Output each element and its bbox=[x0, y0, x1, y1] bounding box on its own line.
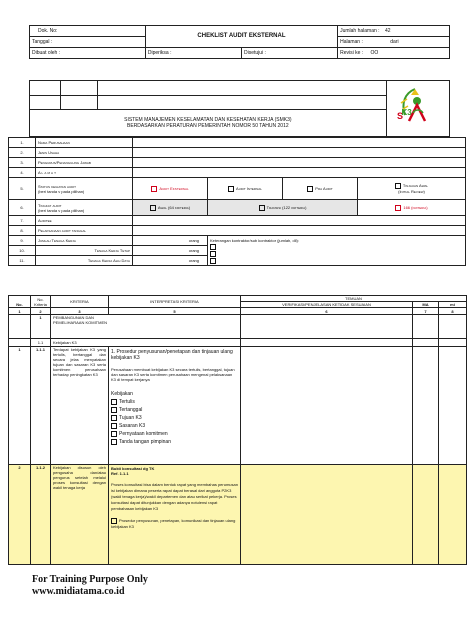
checkbox-icon[interactable] bbox=[111, 439, 117, 445]
halaman-dari: dari bbox=[390, 39, 399, 45]
info-no-1: 1. bbox=[9, 138, 36, 148]
checkbox-icon[interactable] bbox=[111, 431, 117, 437]
info-no-8: 8. bbox=[9, 226, 36, 236]
row-mi[interactable] bbox=[439, 347, 467, 465]
section-blank bbox=[9, 339, 31, 347]
dok-no-label: Dok. No: bbox=[38, 28, 58, 34]
info-value-pengurus[interactable] bbox=[133, 158, 466, 168]
smk3-logo-cell bbox=[386, 81, 449, 137]
info-label-pelaksanaan: Pelaksanaan audit tanggal bbox=[36, 226, 133, 236]
checkbox-icon[interactable] bbox=[307, 186, 313, 192]
info-label-pengurus: Pengurus/Penanggung Jawab bbox=[36, 158, 133, 168]
banner-blank-6 bbox=[98, 95, 386, 110]
banner-title-line2: BERDASARKAN PERATURAN PEMERINTAH NOMOR 50 TAHUN 2012 bbox=[127, 123, 289, 130]
revisi-value: OO bbox=[370, 50, 379, 56]
disetujui-cell bbox=[241, 48, 337, 59]
checkbox-icon[interactable] bbox=[395, 205, 401, 211]
option-tingkat-166[interactable] bbox=[358, 200, 466, 216]
banner-blank-3 bbox=[98, 81, 386, 96]
section-blank bbox=[439, 339, 467, 347]
info-value-tk-alih-daya[interactable] bbox=[133, 256, 208, 266]
banner-blank-5 bbox=[61, 95, 98, 110]
info-no-6: 6. bbox=[9, 200, 36, 216]
smk3-logo-icon bbox=[387, 81, 449, 131]
row-interpretasi bbox=[109, 347, 241, 465]
info-value-jumlah-tk[interactable] bbox=[133, 236, 208, 246]
section-blank bbox=[413, 315, 439, 339]
keterangan-kontraktor-label: Keterangan kontraktor/sub kontraktor (jumlah, dll): bbox=[210, 238, 299, 243]
kebijakan-item bbox=[111, 406, 238, 414]
info-value-alamat[interactable] bbox=[133, 168, 466, 178]
checkbox-icon[interactable] bbox=[151, 186, 157, 192]
kebijakan-item-label: Tertanggal bbox=[119, 407, 143, 413]
footer-training-note: For Training Purpose Only bbox=[32, 574, 148, 585]
row-ma[interactable] bbox=[413, 347, 439, 465]
kebijakan-item-label: Tujuan K3 bbox=[119, 415, 142, 421]
checkbox-icon[interactable] bbox=[111, 407, 117, 413]
option-audit-internal[interactable] bbox=[208, 178, 283, 200]
info-label-tk-alih-daya: Tenaga Kerja Alih Daya bbox=[36, 256, 133, 266]
option-pra-audit-label: Pra Audit bbox=[315, 185, 333, 191]
revisi-cell bbox=[338, 48, 450, 59]
smk3-banner bbox=[29, 80, 450, 137]
row-interpretasi bbox=[109, 465, 241, 565]
col-number: 2 bbox=[31, 308, 51, 315]
col-header-no-kriteria: No. Kriteria bbox=[31, 296, 51, 308]
row-ma[interactable] bbox=[413, 465, 439, 565]
subsection-number: 1.1 bbox=[31, 339, 51, 347]
option-tingkat-awal[interactable] bbox=[133, 200, 208, 216]
kebijakan-item bbox=[111, 430, 238, 438]
disetujui-label: Disetujui : bbox=[243, 50, 266, 56]
option-tingkat-awal-label: Awal (64 kriteria) bbox=[157, 204, 191, 210]
banner-blank-1 bbox=[30, 81, 61, 96]
col-header-verifikasi: VERIFIKASI/PENJELASAN KETIDAK SESUAIAN bbox=[241, 302, 413, 308]
jumlah-halaman-cell bbox=[338, 26, 450, 37]
option-audit-eksternal-label: Audit Eksternal bbox=[159, 185, 189, 191]
kebijakan-item bbox=[111, 414, 238, 422]
info-no-3: 3. bbox=[9, 158, 36, 168]
document-title: CHEKLIST AUDIT EKSTERNAL bbox=[197, 33, 286, 39]
option-tingkat-166-label: 166 (kriteria) bbox=[403, 204, 428, 210]
col-header-mi: mi bbox=[439, 302, 467, 308]
option-tinjauan-awal-sub: (Initial Review) bbox=[398, 189, 425, 194]
dok-no-cell bbox=[30, 26, 146, 37]
row-kriteria: Kebijakan disusun oleh pengusaha dan/atau pengurus setelah melalui proses konsultasi dengan wakil tenaga kerja bbox=[51, 465, 109, 565]
section-blank bbox=[241, 315, 413, 339]
diperiksa-cell bbox=[145, 48, 241, 59]
checkbox-icon[interactable] bbox=[111, 415, 117, 421]
kebijakan-item-label: Tanda tangan pimpinan bbox=[119, 439, 171, 445]
document-header bbox=[29, 25, 450, 59]
info-no-9: 9. bbox=[9, 236, 36, 246]
row-kode: 1.1.2 bbox=[31, 465, 51, 565]
interp-prosedur: 1. Prosedur penyusunan/penetapan dan tinjauan ulang kebijakan K3 bbox=[111, 349, 233, 361]
kebijakan-item-label: Tertulis bbox=[119, 399, 135, 405]
option-tinjauan-awal-label: Tinjauan Awal bbox=[402, 183, 429, 189]
section-blank bbox=[9, 315, 31, 339]
checkbox-icon[interactable] bbox=[210, 244, 216, 250]
col-header-no: No. bbox=[9, 296, 31, 308]
col-number: 3 bbox=[51, 308, 109, 315]
svg-text:S: S bbox=[396, 111, 403, 121]
interp-bukti: Bukti konsultasi dg TK bbox=[111, 466, 155, 471]
dibuat-label: Dibuat oleh : bbox=[32, 50, 61, 56]
interp-penjelasan: Proses konsultasi bisa dalam bentuk rapat yang membahas perumusan isi kebijakan dimana peserta rapat dapat berasal dari anggota P2K3 (wakil tenaga kerja)/wakil departemen dan atau serikat pekerja. Proses konsultasi dapat ditunjukkan dengan adanya notulensi rapat pembahasan kebijakan K3 bbox=[111, 482, 238, 511]
checkbox-icon[interactable] bbox=[111, 399, 117, 405]
audit-info-table bbox=[8, 137, 466, 266]
keterangan-kontraktor-cell[interactable] bbox=[208, 236, 466, 266]
kebijakan-item bbox=[111, 398, 238, 406]
jumlah-halaman-label: Jumlah halaman : bbox=[340, 28, 380, 34]
jumlah-halaman-value: 42 bbox=[384, 28, 391, 34]
interp-prosedur bbox=[111, 518, 238, 529]
kebijakan-item bbox=[111, 438, 238, 446]
checkbox-icon[interactable] bbox=[210, 251, 216, 257]
row-verifikasi[interactable] bbox=[241, 465, 413, 565]
banner-title-line1: SISTEM MANAJEMEN KESELAMATAN DAN KESEHATAN KERJA (SMK3) bbox=[124, 117, 292, 124]
col-header-kriteria: KRITERIA bbox=[51, 296, 109, 308]
info-label-tk-tetap: Tenaga Kerja Tetap bbox=[36, 246, 133, 256]
diperiksa-label: Diperiksa : bbox=[147, 50, 172, 56]
orang-unit: orang bbox=[188, 238, 199, 243]
row-mi[interactable] bbox=[439, 465, 467, 565]
interp-prosedur-label: Prosedur penyusunan, penetapan, komunikasi dan tinjauan ulang kebijakan K3 bbox=[111, 518, 236, 529]
section-title bbox=[51, 315, 241, 339]
info-value-jenis-usaha[interactable] bbox=[133, 148, 466, 158]
info-label-jenis-usaha: Jenis Usaha bbox=[36, 148, 133, 158]
footer-website[interactable]: www.midiatama.co.id bbox=[32, 586, 125, 597]
banner-title-cell bbox=[30, 110, 387, 137]
table-row bbox=[9, 347, 467, 465]
tingkat-audit-label-cell bbox=[36, 200, 133, 216]
tingkat-audit-hint: (beri tanda v pada pilihan) bbox=[38, 207, 85, 213]
document-title-cell bbox=[145, 26, 337, 48]
info-value-pelaksanaan[interactable] bbox=[133, 226, 466, 236]
checkbox-icon[interactable] bbox=[228, 186, 234, 192]
info-value-auditee[interactable] bbox=[133, 216, 466, 226]
checkbox-icon[interactable] bbox=[111, 423, 117, 429]
banner-blank-4 bbox=[30, 95, 61, 110]
info-label-alamat: A l a m a t bbox=[36, 168, 133, 178]
info-label-nama-perusahaan: Nama Perusahaan bbox=[36, 138, 133, 148]
col-number: 5 bbox=[109, 308, 241, 315]
option-audit-internal-label: Audit Internal bbox=[236, 185, 262, 191]
status-audit-label: Status kegiatan audit bbox=[38, 183, 77, 189]
kebijakan-label: Kebijakan bbox=[111, 391, 133, 397]
row-no: 1 bbox=[9, 347, 31, 465]
section-blank bbox=[413, 339, 439, 347]
section-blank bbox=[241, 339, 413, 347]
kebijakan-item bbox=[111, 422, 238, 430]
option-audit-eksternal[interactable] bbox=[133, 178, 208, 200]
info-no-11: 11. bbox=[9, 256, 36, 266]
tingkat-audit-label: Tingkat audit bbox=[38, 202, 62, 208]
col-number: 6 bbox=[241, 308, 413, 315]
subsection-title: Kebijakan K3 bbox=[51, 339, 241, 347]
col-header-interpretasi: INTERPRETASI KRITERIA bbox=[109, 296, 241, 308]
kebijakan-item-label: Pernyataan komitmen bbox=[119, 431, 168, 437]
info-no-7: 7. bbox=[9, 216, 36, 226]
tanggal-label: Tanggal : bbox=[32, 39, 53, 45]
halaman-cell bbox=[338, 37, 450, 48]
option-tinjauan-awal[interactable] bbox=[358, 178, 466, 200]
orang-unit: orang bbox=[188, 248, 199, 253]
col-number: 1 bbox=[9, 308, 31, 315]
row-kode: 1.1.1 bbox=[31, 347, 51, 465]
checkbox-icon[interactable] bbox=[210, 258, 216, 264]
kebijakan-item-label: Sasaran K3 bbox=[119, 423, 146, 429]
info-no-10: 10. bbox=[9, 246, 36, 256]
info-no-4: 4. bbox=[9, 168, 36, 178]
info-no-5: 5. bbox=[9, 178, 36, 200]
revisi-label: Revisi ke : bbox=[340, 50, 364, 56]
info-value-nama-perusahaan[interactable] bbox=[133, 138, 466, 148]
status-audit-label-cell bbox=[36, 178, 133, 200]
row-verifikasi[interactable] bbox=[241, 347, 413, 465]
tanggal-cell bbox=[30, 37, 146, 48]
section-blank bbox=[439, 315, 467, 339]
info-label-auditee: Auditee bbox=[36, 216, 133, 226]
col-header-temuan: TEMUAN bbox=[241, 296, 467, 302]
checkbox-icon[interactable] bbox=[150, 205, 156, 211]
info-value-tk-tetap[interactable] bbox=[133, 246, 208, 256]
col-header-ma: MA bbox=[413, 302, 439, 308]
table-row bbox=[9, 465, 467, 565]
option-tingkat-transisi-label: Transisi (122 kriteria) bbox=[266, 204, 307, 210]
info-no-2: 2. bbox=[9, 148, 36, 158]
section-title-text: PEMBANGUNAN DAN PEMELIHARAAN KOMITMEN bbox=[53, 315, 108, 325]
col-number: 7 bbox=[413, 308, 439, 315]
row-kriteria: Terdapat kebijakan K3 yang tertulis, bertanggal dan secara jelas menyatakan tujuan dan sasaran K3 serta komitmen perusahaan terhadap peningkatan K3 bbox=[51, 347, 109, 465]
checkbox-icon[interactable] bbox=[259, 205, 265, 211]
section-number: 1 bbox=[31, 315, 51, 339]
dibuat-cell bbox=[30, 48, 146, 59]
option-tingkat-transisi[interactable] bbox=[208, 200, 358, 216]
orang-unit: orang bbox=[188, 258, 199, 263]
logo-text: K3 bbox=[401, 107, 412, 117]
interp-ref: Ref. 1.1.1 bbox=[111, 471, 129, 476]
banner-blank-2 bbox=[61, 81, 98, 96]
option-pra-audit[interactable] bbox=[283, 178, 358, 200]
row-no: 2 bbox=[9, 465, 31, 565]
checklist-table bbox=[8, 295, 467, 565]
halaman-label: Halaman : bbox=[340, 39, 363, 45]
info-label-jumlah-tk: Jumlah Tenaga Kerja bbox=[36, 236, 133, 246]
status-audit-hint: (beri tanda v pada pilihan) bbox=[38, 188, 85, 194]
interp-penjelasan: Perusahaan membuat kebijakan K3 secara tertulis, bertanggal, tujuan dan sasaran K3 serta komitmen perusahaan mengenai pelaksanaan K3 di tempat kerjanya bbox=[111, 367, 235, 382]
col-number: 8 bbox=[439, 308, 467, 315]
